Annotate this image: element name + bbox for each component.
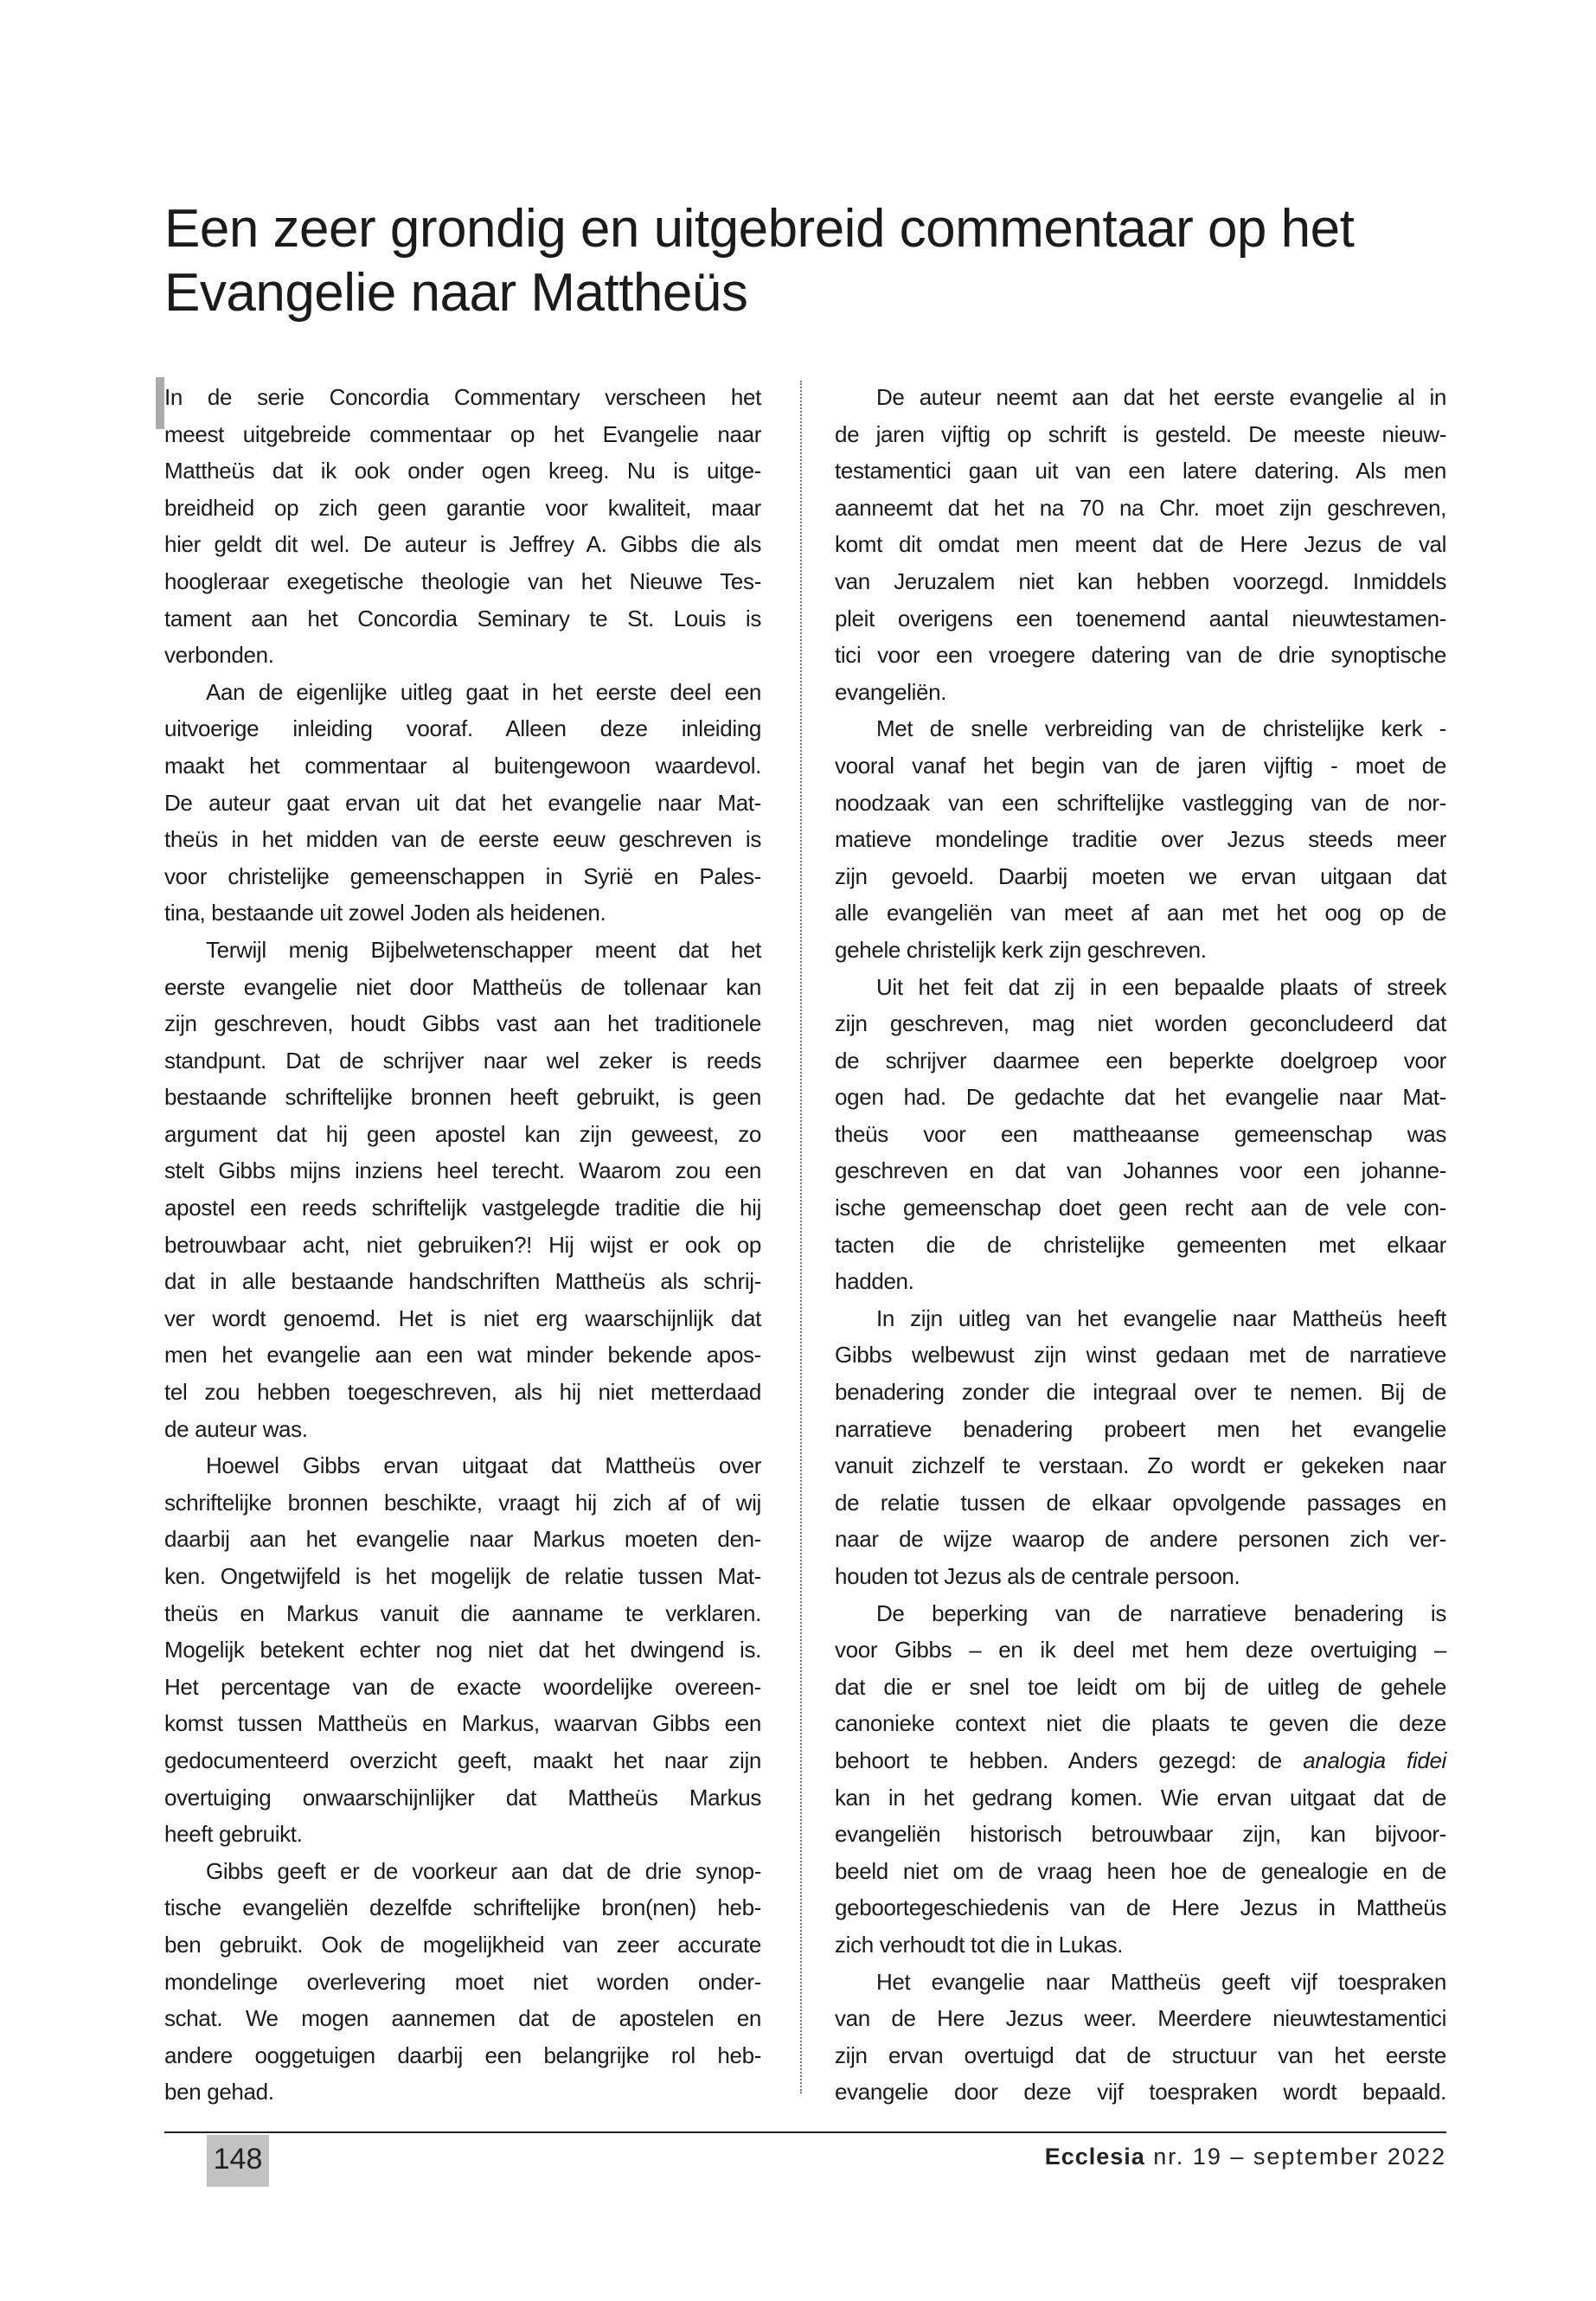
text-line: zijn geschreven, mag niet worden geconcludeerd dat [835,1010,1446,1037]
text-line: Mogelijk betekent echter nog niet dat het dwingend is. [164,1637,761,1663]
text-line: ogen had. De gedachte dat het evangelie naar Mat- [835,1084,1446,1111]
text-line: tacten die de christelijke gemeenten met elkaar [835,1231,1446,1258]
text-line: zich verhoudt tot die in Lukas. [835,1931,1124,1958]
text-line: In de serie Concordia Commentary verscheen het [164,384,761,410]
text-line: zijn ervan overtuigd dat de structuur van het eerste [835,2041,1446,2068]
text-line: De beperking van de narratieve benadering is [876,1599,1446,1626]
text-line: canonieke context niet die plaats te geven die deze [835,1710,1446,1737]
paragraph [835,1595,1446,1964]
text-line: meest uitgebreide commentaar op het Evangelie naar [164,420,761,447]
text-line: de auteur was. [164,1415,308,1442]
text-line: overtuiging onwaarschijnlijker dat Mattheüs Markus [164,1784,761,1811]
text-line: breidheid op zich geen garantie voor kwaliteit, maar [164,494,761,521]
text-line: voor christelijke gemeenschappen in Syrië en Pales- [164,862,761,889]
text-line: evangelie door deze vijf toespraken wordt bepaald. [835,2079,1446,2106]
text-line: dat in alle bestaande handschriften Mattheüs als schrij- [164,1268,761,1295]
text-line: dat die er snel toe leidt om bij de uitleg de gehele [835,1673,1446,1700]
left-column [164,379,761,2111]
text-line: van Jeruzalem niet kan hebben voorzegd. Inmiddels [835,567,1446,594]
text-line: beeld niet om de vraag heen hoe de genealogie en de [835,1857,1446,1884]
text-line: Mattheüs dat ik ook onder ogen kreeg. Nu is uitge- [164,458,761,484]
italic-term: analogia fidei [1303,1747,1446,1773]
text-line: daarbij aan het evangelie naar Markus moeten den- [164,1526,761,1553]
text-line: noodzaak van een schriftelijke vastlegging van de nor- [835,789,1446,816]
text-line: evangeliën. [835,678,947,705]
text-line: heeft gebruikt. [164,1821,303,1848]
text-line: hadden. [835,1268,914,1295]
text-line: houden tot Jezus als de centrale persoon. [835,1563,1240,1589]
publication-info [1045,2144,1446,2170]
title-line: Een zeer grondig en uitgebreid commentaar op het [164,199,1355,259]
paragraph [835,710,1446,968]
text-line: men het evangelie aan een wat minder bekende apos- [164,1342,761,1368]
text-line: pleit overigens een toenemend aantal nieuwtestamen- [835,605,1446,631]
text-line: de jaren vijftig op schrift is gesteld. De meeste nieuw- [835,420,1446,447]
right-column [835,379,1446,2111]
footer-rule [164,2131,1446,2133]
paragraph [164,379,761,674]
text-line: bestaande schriftelijke bronnen heeft gebruikt, is geen [164,1084,761,1111]
text-line: stelt Gibbs mijns inziens heel terecht. Waarom zou een [164,1157,761,1184]
paragraph [835,1300,1446,1595]
paragraph [835,969,1446,1300]
text-line: andere ooggetuigen daarbij een belangrijke rol heb- [164,2041,761,2068]
paragraph [835,1964,1446,2111]
text-line: tament aan het Concordia Seminary te St. Louis is [164,605,761,631]
text-line: tici voor een vroegere datering van de drie synoptische [835,642,1446,669]
text-line: theüs voor een mattheaanse gemeenschap was [835,1120,1446,1147]
text-line: de schrijver daarmee een beperkte doelgroep voor [835,1047,1446,1074]
text-line: Gibbs welbewust zijn winst gedaan met de narratieve [835,1342,1446,1368]
text-line: Hoewel Gibbs ervan uitgaat dat Mattheüs over [206,1452,761,1479]
page-number: 148 [207,2135,269,2187]
text-line: naar de wijze waarop de andere personen zich ver- [835,1526,1446,1553]
text-line: argument dat hij geen apostel kan zijn geweest, zo [164,1120,761,1147]
text-line: van de Here Jezus weer. Meerdere nieuwtestamentici [835,2005,1446,2032]
text-line: Het evangelie naar Mattheüs geeft vijf toespraken [876,1968,1446,1995]
text-line: hoogleraar exegetische theologie van het Nieuwe Tes- [164,567,761,594]
text-line: narratieve benadering probeert men het evangelie [835,1415,1446,1442]
text-line: aanneemt dat het na 70 na Chr. moet zijn geschreven, [835,494,1446,521]
text-line: mondelinge overlevering moet niet worden onder- [164,1968,761,1995]
column-divider [800,381,802,2093]
text-line [835,1742,1446,1779]
paragraph-marker-bar [156,377,164,429]
text-line: uitvoerige inleiding vooraf. Alleen deze inleiding [164,715,761,742]
text-segment: behoort te hebben. Anders gezegd: de [835,1747,1304,1773]
text-line: Het percentage van de exacte woordelijke overeen- [164,1673,761,1700]
text-line: de relatie tussen de elkaar opvolgende passages en [835,1489,1446,1516]
text-line: alle evangeliën van meet af aan met het oog op de [835,900,1446,926]
text-line: schriftelijke bronnen beschikte, vraagt hij zich af of wij [164,1489,761,1516]
text-line: gedocumenteerd overzicht geeft, maakt het naar zijn [164,1747,761,1773]
text-line: geboortegeschiedenis van de Here Jezus in Mattheüs [835,1894,1446,1921]
text-line: vanuit zichzelf te verstaan. Zo wordt er gekeken naar [835,1452,1446,1479]
text-line: theüs in het midden van de eerste eeuw geschreven is [164,826,761,853]
paragraph [835,379,1446,710]
text-line: standpunt. Dat de schrijver naar wel zeker is reeds [164,1047,761,1074]
title-line: Evangelie naar Mattheüs [164,263,748,323]
text-line: schat. We mogen aannemen dat de apostelen en [164,2005,761,2032]
text-line: voor Gibbs – en ik deel met hem deze overtuiging – [835,1637,1446,1663]
text-line: kan in het gedrang komen. Wie ervan uitgaat dat de [835,1784,1446,1811]
text-line: komst tussen Mattheüs en Markus, waarvan Gibbs een [164,1710,761,1737]
text-line: Met de snelle verbreiding van de christelijke kerk - [876,715,1446,742]
text-line: Aan de eigenlijke uitleg gaat in het eerste deel een [206,678,761,705]
text-line: evangeliën historisch betrouwbaar zijn, kan bijvoor- [835,1821,1446,1848]
text-line: tische evangeliën dezelfde schriftelijke bron(nen) heb- [164,1894,761,1921]
magazine-name: Ecclesia [1044,2144,1145,2170]
text-line: Terwijl menig Bijbelwetenschapper meent dat het [206,936,761,963]
text-line: Gibbs geeft er de voorkeur aan dat de drie synop- [206,1857,761,1884]
text-line: maakt het commentaar al buitengewoon waardevol. [164,752,761,779]
text-line: testamentici gaan uit van een latere datering. Als men [835,458,1446,484]
paragraph [164,932,761,1447]
text-line: benadering zonder die integraal over te nemen. Bij de [835,1379,1446,1406]
text-line: zijn gevoeld. Daarbij moeten we ervan uitgaan dat [835,862,1446,889]
text-line: Uit het feit dat zij in een bepaalde plaats of streek [876,973,1446,1000]
text-line: komt dit omdat men meent dat de Here Jezus de val [835,531,1446,558]
text-line: theüs en Markus vanuit die aanname te verklaren. [164,1599,761,1626]
issue-info: nr. 19 – september 2022 [1144,2144,1446,2170]
text-line: De auteur neemt aan dat het eerste evangelie al in [876,384,1446,410]
text-line: apostel een reeds schriftelijk vastgelegde traditie die hij [164,1195,761,1221]
text-line: geschreven en dat van Johannes voor een johanne- [835,1157,1446,1184]
text-line: verbonden. [164,642,274,669]
text-line: tina, bestaande uit zowel Joden als heidenen. [164,900,606,926]
text-line: ben gebruikt. Ook de mogelijkheid van zeer accurate [164,1931,761,1958]
text-line: ken. Ongetwijfeld is het mogelijk de relatie tussen Mat- [164,1563,761,1589]
text-line: vooral vanaf het begin van de jaren vijftig - moet de [835,752,1446,779]
text-line: tel zou hebben toegeschreven, als hij niet metterdaad [164,1379,761,1406]
text-line: ische gemeenschap doet geen recht aan de vele con- [835,1195,1446,1221]
paragraph [164,674,761,932]
text-line: ben gehad. [164,2079,274,2106]
text-line: gehele christelijk kerk zijn geschreven. [835,936,1207,963]
text-line: zijn geschreven, houdt Gibbs vast aan het traditionele [164,1010,761,1037]
text-line: ver wordt genoemd. Het is niet erg waarschijnlijk dat [164,1304,761,1331]
text-line: In zijn uitleg van het evangelie naar Mattheüs heeft [876,1304,1446,1331]
text-line: De auteur gaat ervan uit dat het evangelie naar Mat- [164,789,761,816]
paragraph [164,1853,761,2111]
paragraph [164,1447,761,1853]
text-line: eerste evangelie niet door Mattheüs de tollenaar kan [164,973,761,1000]
text-line: matieve mondelinge traditie over Jezus steeds meer [835,826,1446,853]
text-line: betrouwbaar acht, niet gebruiken?! Hij wijst er ook op [164,1231,761,1258]
article-title [164,197,1462,325]
text-line: hier geldt dit wel. De auteur is Jeffrey A. Gibbs die als [164,531,761,558]
